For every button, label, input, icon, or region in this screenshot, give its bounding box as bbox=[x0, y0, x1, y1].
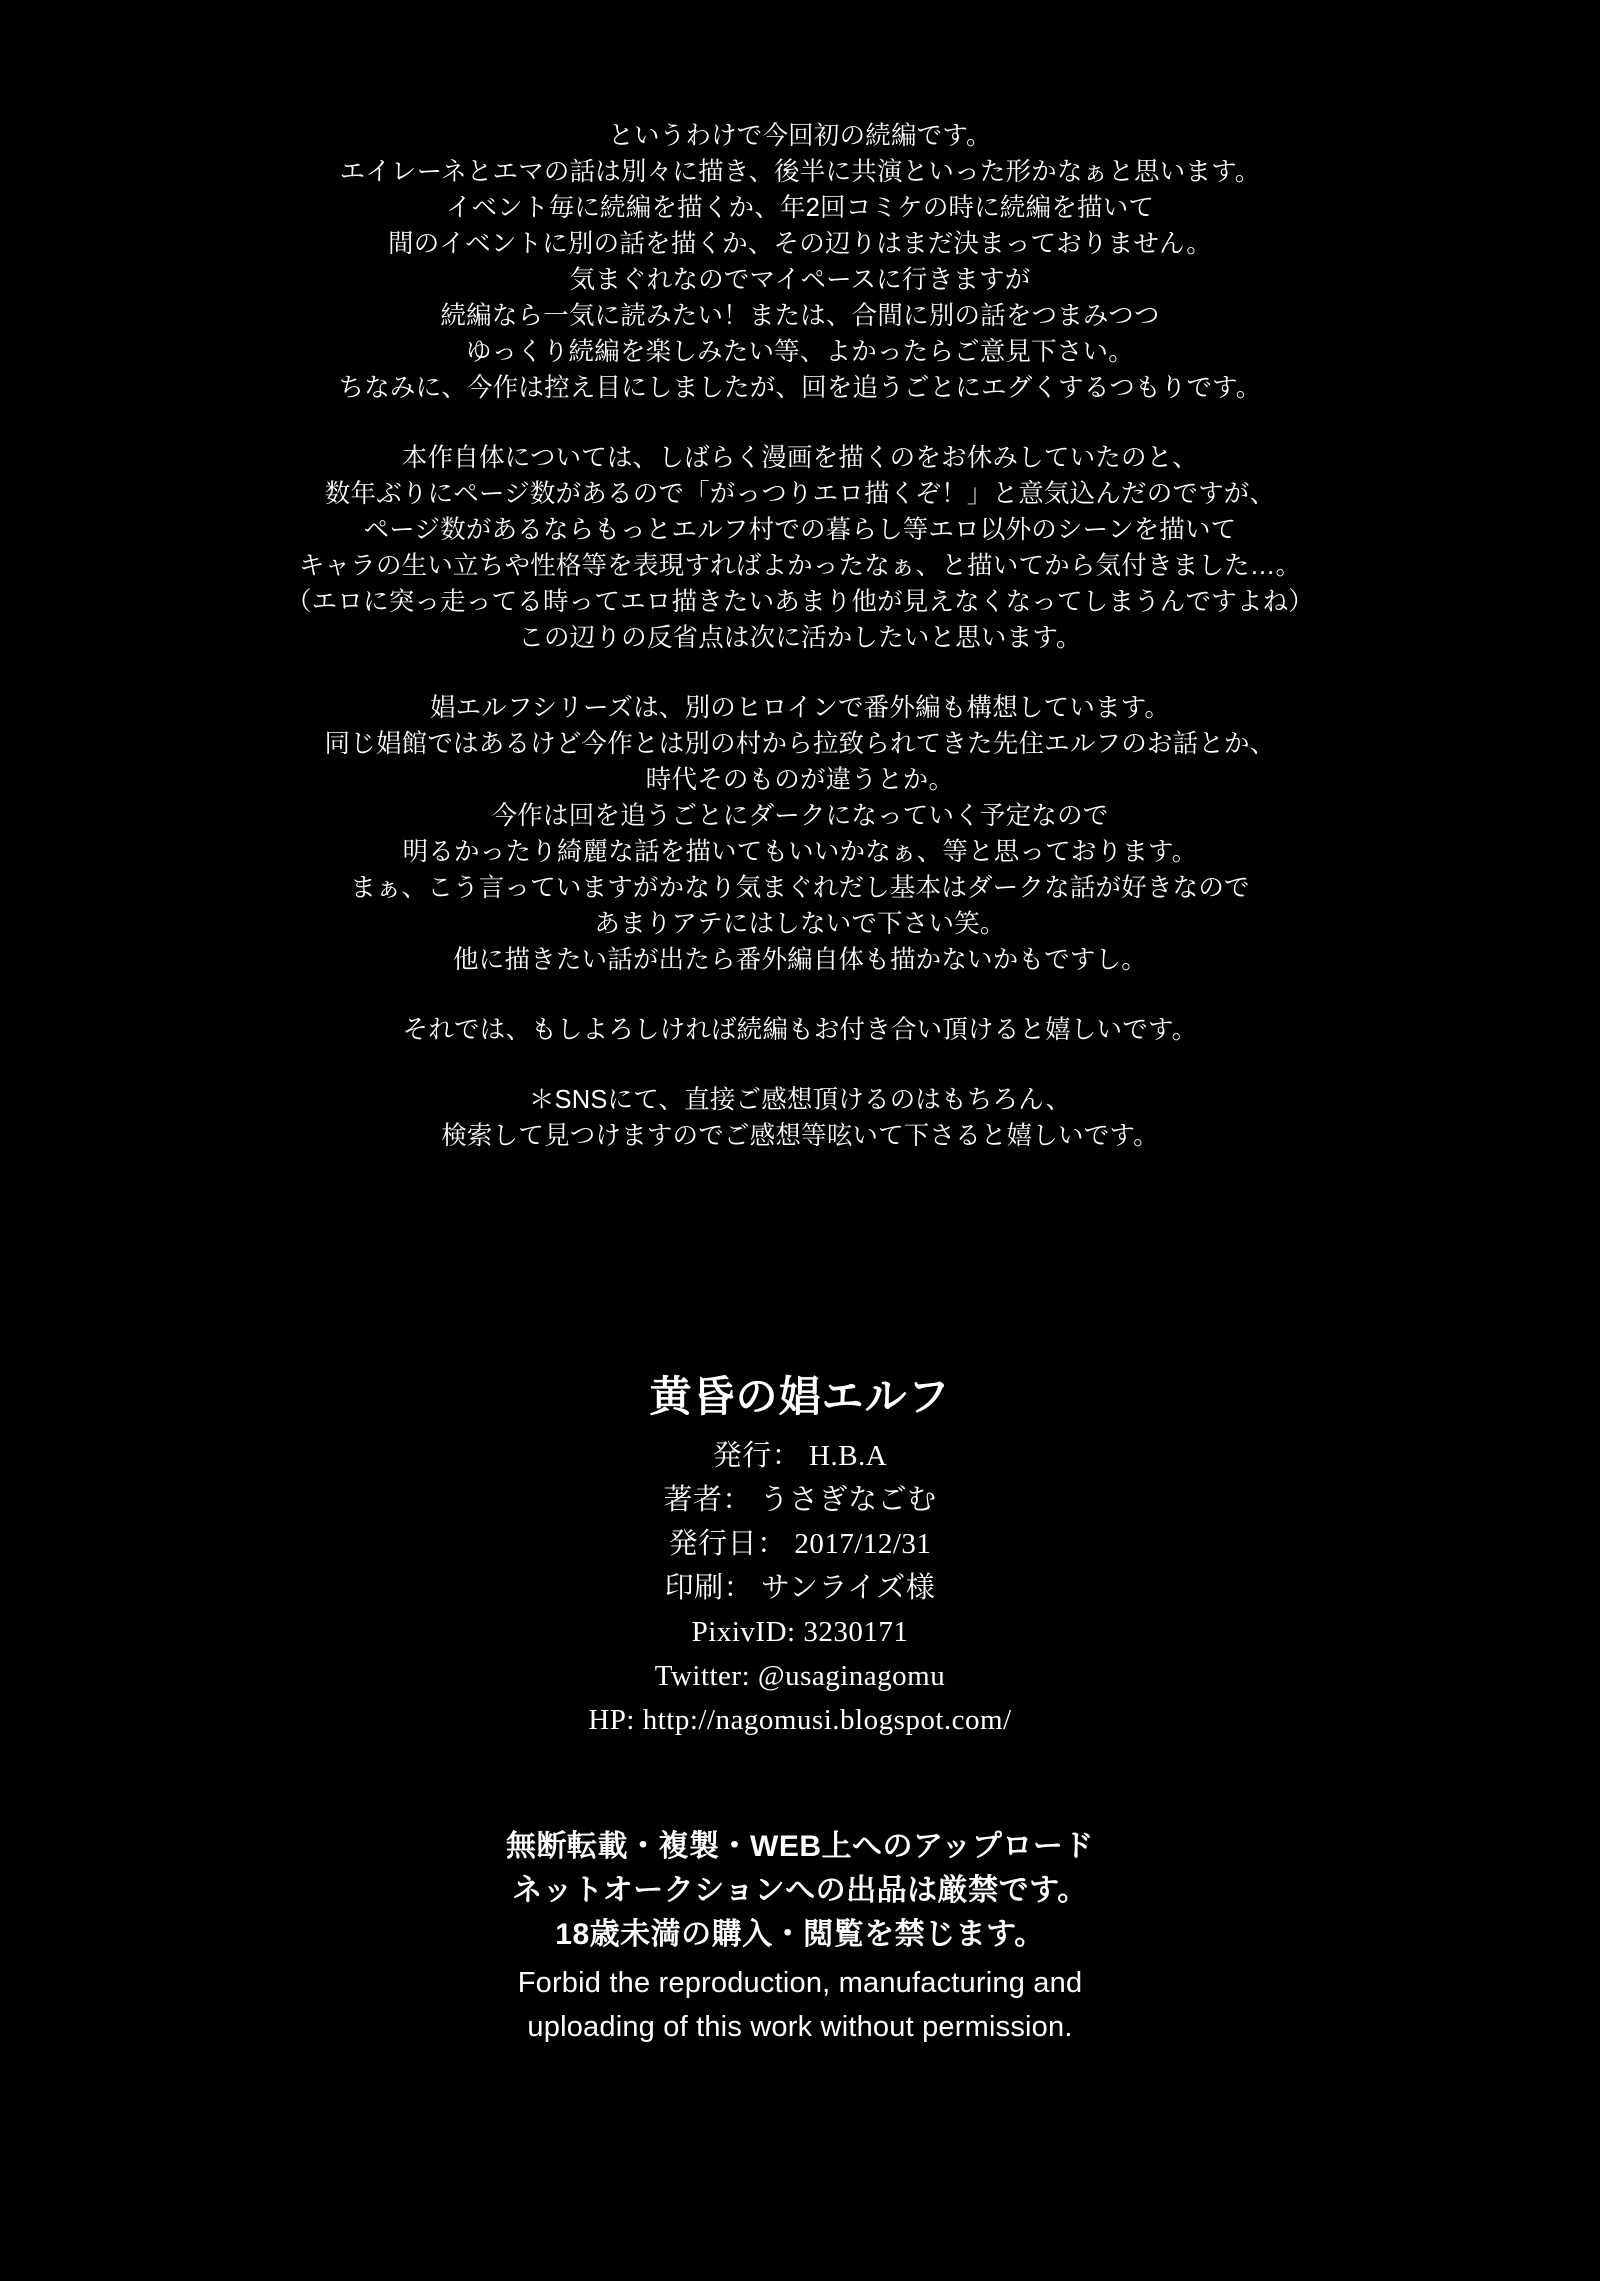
colophon-twitter: Twitter: @usaginagomu bbox=[654, 1660, 946, 1692]
afterword-line: ページ数があるならもっとエルフ村での暮らし等エロ以外のシーンを描いて bbox=[363, 516, 1237, 544]
work-title: 黄昏の娼エルフ bbox=[649, 1375, 951, 1421]
notice-line-jp: 18歳未満の購入・閲覧を禁じます。 bbox=[555, 1918, 1045, 1951]
afterword-line: 同じ娼館ではあるけど今作とは別の村から拉致られてきた先住エルフのお話とか、 bbox=[324, 730, 1276, 758]
colophon-publisher: 発行： H.B.A bbox=[712, 1440, 888, 1472]
afterword-line: ちなみに、今作は控え目にしましたが、回を追うごとにエグくするつもりです。 bbox=[338, 374, 1262, 402]
afterword-line: というわけで今回初の続編です。 bbox=[608, 122, 992, 150]
afterword-line: 娼エルフシリーズは、別のヒロインで番外編も構想しています。 bbox=[429, 694, 1171, 722]
afterword-paragraph bbox=[0, 440, 1600, 656]
afterword-paragraph bbox=[0, 1012, 1600, 1048]
afterword-line: 本作自体については、しばらく漫画を描くのをお休みしていたのと、 bbox=[401, 444, 1199, 472]
colophon-homepage: HP: http://nagomusi.blogspot.com/ bbox=[588, 1704, 1012, 1736]
colophon-publish-date: 発行日： 2017/12/31 bbox=[668, 1528, 932, 1560]
notice-line-jp: ネットオークションへの出品は厳禁です。 bbox=[512, 1874, 1088, 1907]
afterword-line: ゆっくり続編を楽しみたい等、よかったらご意見下さい。 bbox=[466, 338, 1134, 366]
afterword-line: 明るかったり綺麗な話を描いてもいいかなぁ、等と思っております。 bbox=[402, 838, 1198, 866]
colophon-printer: 印刷： サンライズ様 bbox=[664, 1572, 936, 1604]
afterword-line: キャラの生い立ちや性格等を表現すればよかったなぁ、と描いてから気付きました…。 bbox=[298, 552, 1302, 580]
notice-line-en: uploading of this work without permission. bbox=[527, 2011, 1073, 2043]
afterword-line: 今作は回を追うごとにダークになっていく予定なので bbox=[491, 802, 1109, 830]
afterword-paragraph bbox=[0, 690, 1600, 978]
afterword-line: ＊SNSにて、直接ご感想頂けるのはもちろん、 bbox=[528, 1086, 1072, 1114]
afterword-line: 数年ぶりにページ数があるので「がっつりエロ描くぞ！」と意気込んだのですが、 bbox=[324, 480, 1276, 508]
afterword-paragraph bbox=[0, 1082, 1600, 1154]
afterword-line: それでは、もしよろしければ続編もお付き合い頂けると嬉しいです。 bbox=[402, 1016, 1198, 1044]
notice-line-en: Forbid the reproduction, manufacturing and bbox=[517, 1967, 1083, 1999]
colophon-author: 著者： うさぎなごむ bbox=[663, 1484, 937, 1516]
afterword-line: 気まぐれなのでマイペースに行きますが bbox=[569, 266, 1031, 294]
afterword-paragraph bbox=[0, 118, 1600, 406]
copyright-notice bbox=[0, 1825, 1600, 2049]
colophon-pixiv-id: PixivID: 3230171 bbox=[691, 1616, 909, 1648]
afterword-line: あまりアテにはしないで下さい笑。 bbox=[594, 910, 1006, 938]
afterword-section bbox=[0, 118, 1600, 1154]
afterword-line: （エロに突っ走ってる時ってエロ描きたいあまり他が見えなくなってしまうんですよね） bbox=[285, 588, 1314, 616]
notice-line-jp: 無断転載・複製・WEB上へのアップロード bbox=[506, 1830, 1094, 1863]
afterword-line: 検索して見つけますのでご感想等呟いて下さると嬉しいです。 bbox=[441, 1122, 1159, 1150]
afterword-line: 間のイベントに別の話を描くか、その辺りはまだ決まっておりません。 bbox=[388, 230, 1212, 258]
afterword-line: エイレーネとエマの話は別々に描き、後半に共演といった形かなぁと思います。 bbox=[339, 158, 1261, 186]
colophon-section bbox=[0, 1370, 1600, 1742]
afterword-line: 続編なら一気に読みたい！または、合間に別の話をつまみつつ bbox=[440, 302, 1160, 330]
notice-english-block bbox=[0, 1961, 1600, 2049]
afterword-line: 時代そのものが違うとか。 bbox=[645, 766, 955, 794]
afterword-line: この辺りの反省点は次に活かしたいと思います。 bbox=[518, 624, 1082, 652]
afterword-line: まぁ、こう言っていますがかなり気まぐれだし基本はダークな話が好きなので bbox=[350, 874, 1250, 902]
afterword-line: イベント毎に続編を描くか、年2回コミケの時に続編を描いて bbox=[445, 194, 1155, 222]
afterword-line: 他に描きたい話が出たら番外編自体も描かないかもですし。 bbox=[453, 946, 1147, 974]
